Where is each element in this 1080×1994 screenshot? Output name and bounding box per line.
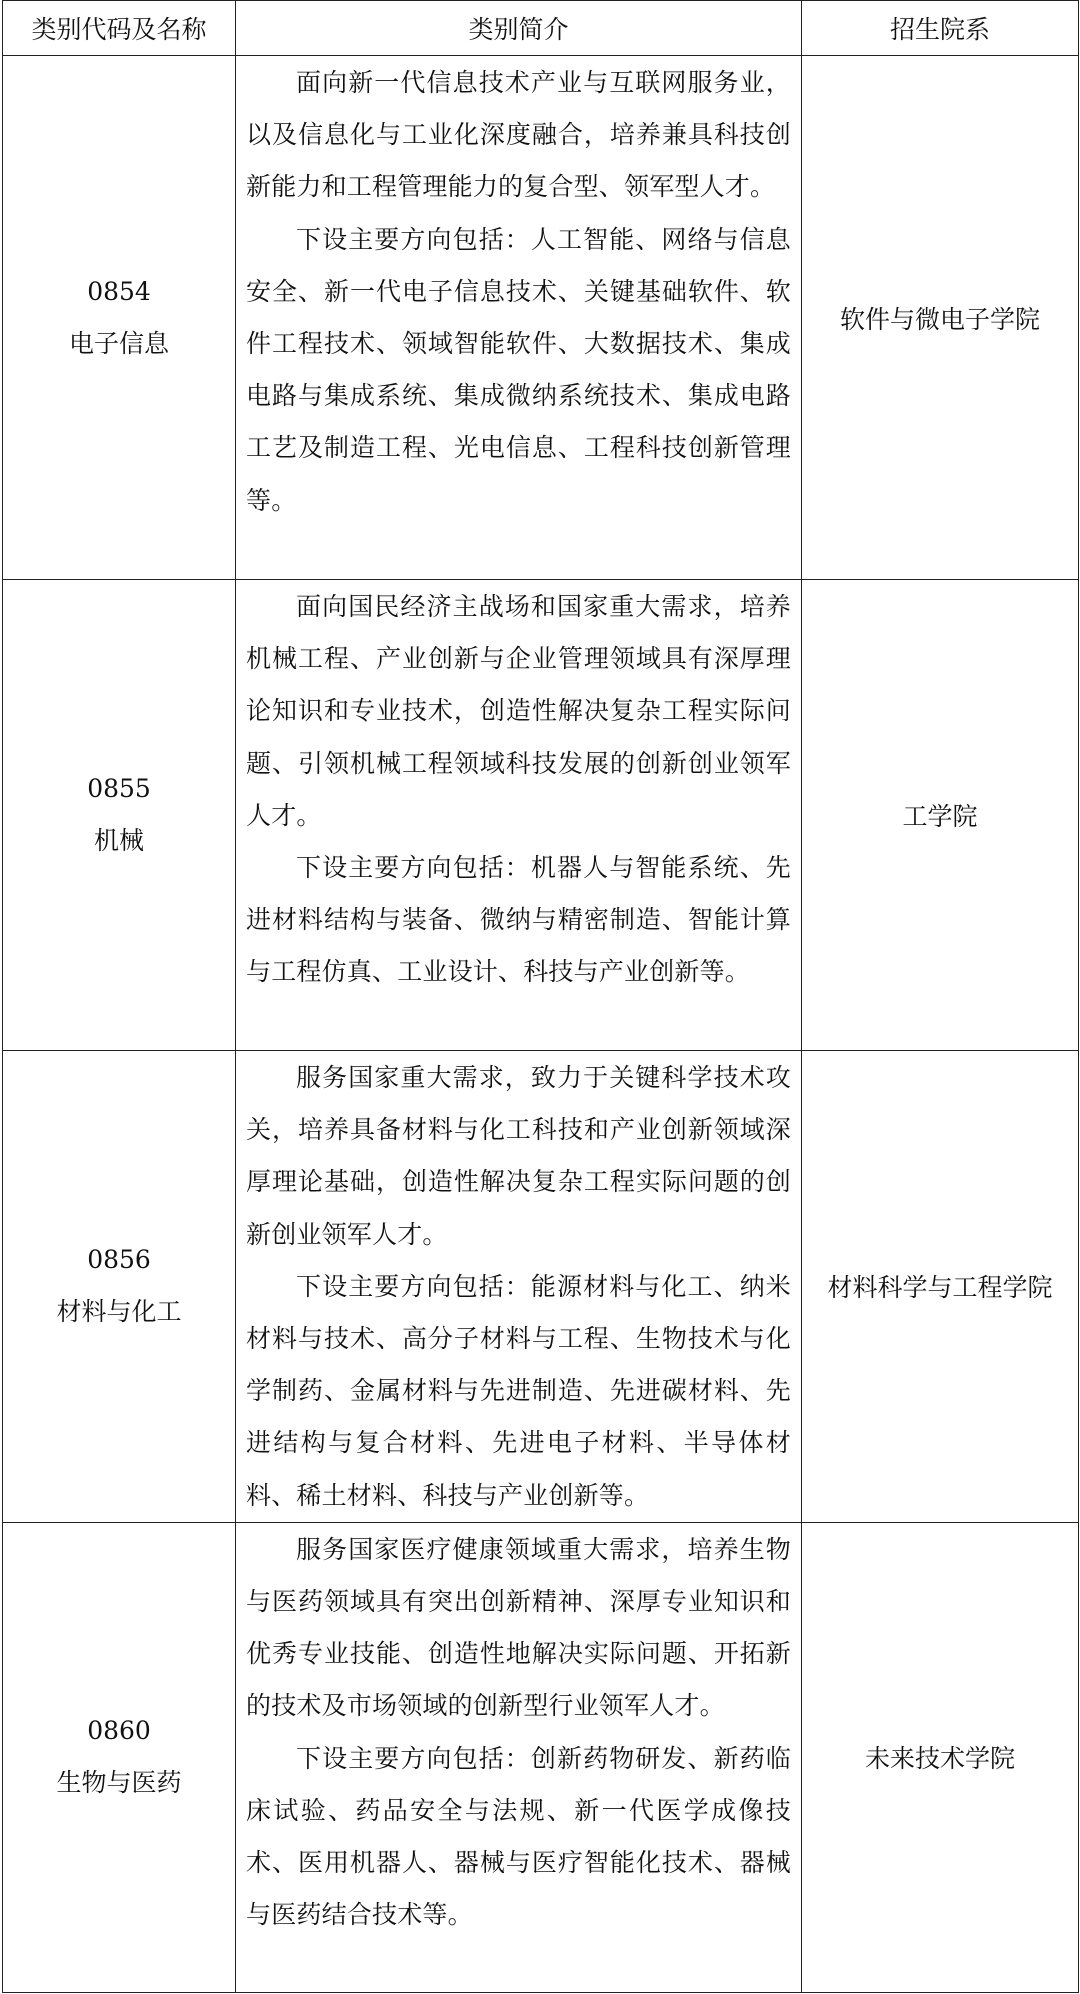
description-cell xyxy=(236,1051,802,1523)
description-cell xyxy=(236,580,802,1051)
category-code: 0854 xyxy=(87,276,151,306)
description-paragraph: 面向国民经济主战场和国家重大需求，培养机械工程、产业创新与企业管理领域具有深厚理论知识和专业技术，创造性解决复杂工程实际问题、引领机械工程领域科技发展的创新创业领军人才。 xyxy=(246,592,791,830)
table-row xyxy=(3,1522,1079,1992)
table-header-row xyxy=(3,1,1079,56)
table-row xyxy=(3,580,1079,1051)
program-table xyxy=(2,0,1079,1993)
category-code: 0855 xyxy=(87,774,151,803)
directions-paragraph: 下设主要方向包括：创新药物研发、新药临床试验、药品安全与法规、新一代医学成像技术、医用机器人、器械与医疗智能化技术、器械与医药结合技术等。 xyxy=(246,1743,791,1930)
category-cell xyxy=(3,56,236,580)
directions-paragraph: 下设主要方向包括：机器人与智能系统、先进材料结构与装备、微纳与精密制造、智能计算与工程仿真、工业设计、科技与产业创新等。 xyxy=(246,853,791,987)
category-name: 生物与医药 xyxy=(56,1768,182,1798)
school-cell: 软件与微电子学院 xyxy=(802,56,1079,580)
header-code-name: 类别代码及名称 xyxy=(3,1,236,56)
description-paragraph: 面向新一代信息技术产业与互联网服务业，以及信息化与工业化深度融合，培养兼具科技创新能力和工程管理能力的复合型、领军型人才。 xyxy=(246,68,791,202)
school-cell: 工学院 xyxy=(802,580,1079,1051)
description-cell xyxy=(236,56,802,580)
description-cell xyxy=(236,1522,802,1992)
category-name: 机械 xyxy=(93,826,144,855)
directions-paragraph: 下设主要方向包括：能源材料与化工、纳米材料与技术、高分子材料与工程、生物技术与化学制药、金属材料与先进制造、先进碳材料、先进结构与复合材料、先进电子材料、半导体材料、稀土材料、科技与产业创新等。 xyxy=(246,1271,791,1510)
header-intro: 类别简介 xyxy=(236,1,802,56)
table-row xyxy=(3,56,1079,580)
school-cell: 未来技术学院 xyxy=(802,1522,1079,1992)
category-cell xyxy=(3,580,236,1051)
directions-paragraph: 下设主要方向包括：人工智能、网络与信息安全、新一代电子信息技术、关键基础软件、软件工程技术、领域智能软件、大数据技术、集成电路与集成系统、集成微纳系统技术、集成电路工艺及制造工程、光电信息、工程科技创新管理等。 xyxy=(246,224,791,515)
school-cell: 材料科学与工程学院 xyxy=(802,1051,1079,1523)
category-name: 电子信息 xyxy=(68,328,169,358)
category-code: 0856 xyxy=(87,1245,151,1275)
header-school: 招生院系 xyxy=(802,1,1079,56)
category-cell xyxy=(3,1051,236,1523)
category-code: 0860 xyxy=(87,1716,151,1746)
description-paragraph: 服务国家医疗健康领域重大需求，培养生物与医药领域具有突出创新精神、深厚专业知识和优秀专业技能、创造性地解决实际问题、开拓新的技术及市场领域的创新型行业领军人才。 xyxy=(246,1534,791,1721)
description-paragraph: 服务国家重大需求，致力于关键科学技术攻关，培养具备材料与化工科技和产业创新领域深厚理论基础，创造性解决复杂工程实际问题的创新创业领军人才。 xyxy=(246,1063,791,1249)
category-cell xyxy=(3,1522,236,1992)
table-row xyxy=(3,1051,1079,1523)
category-name: 材料与化工 xyxy=(56,1297,182,1327)
